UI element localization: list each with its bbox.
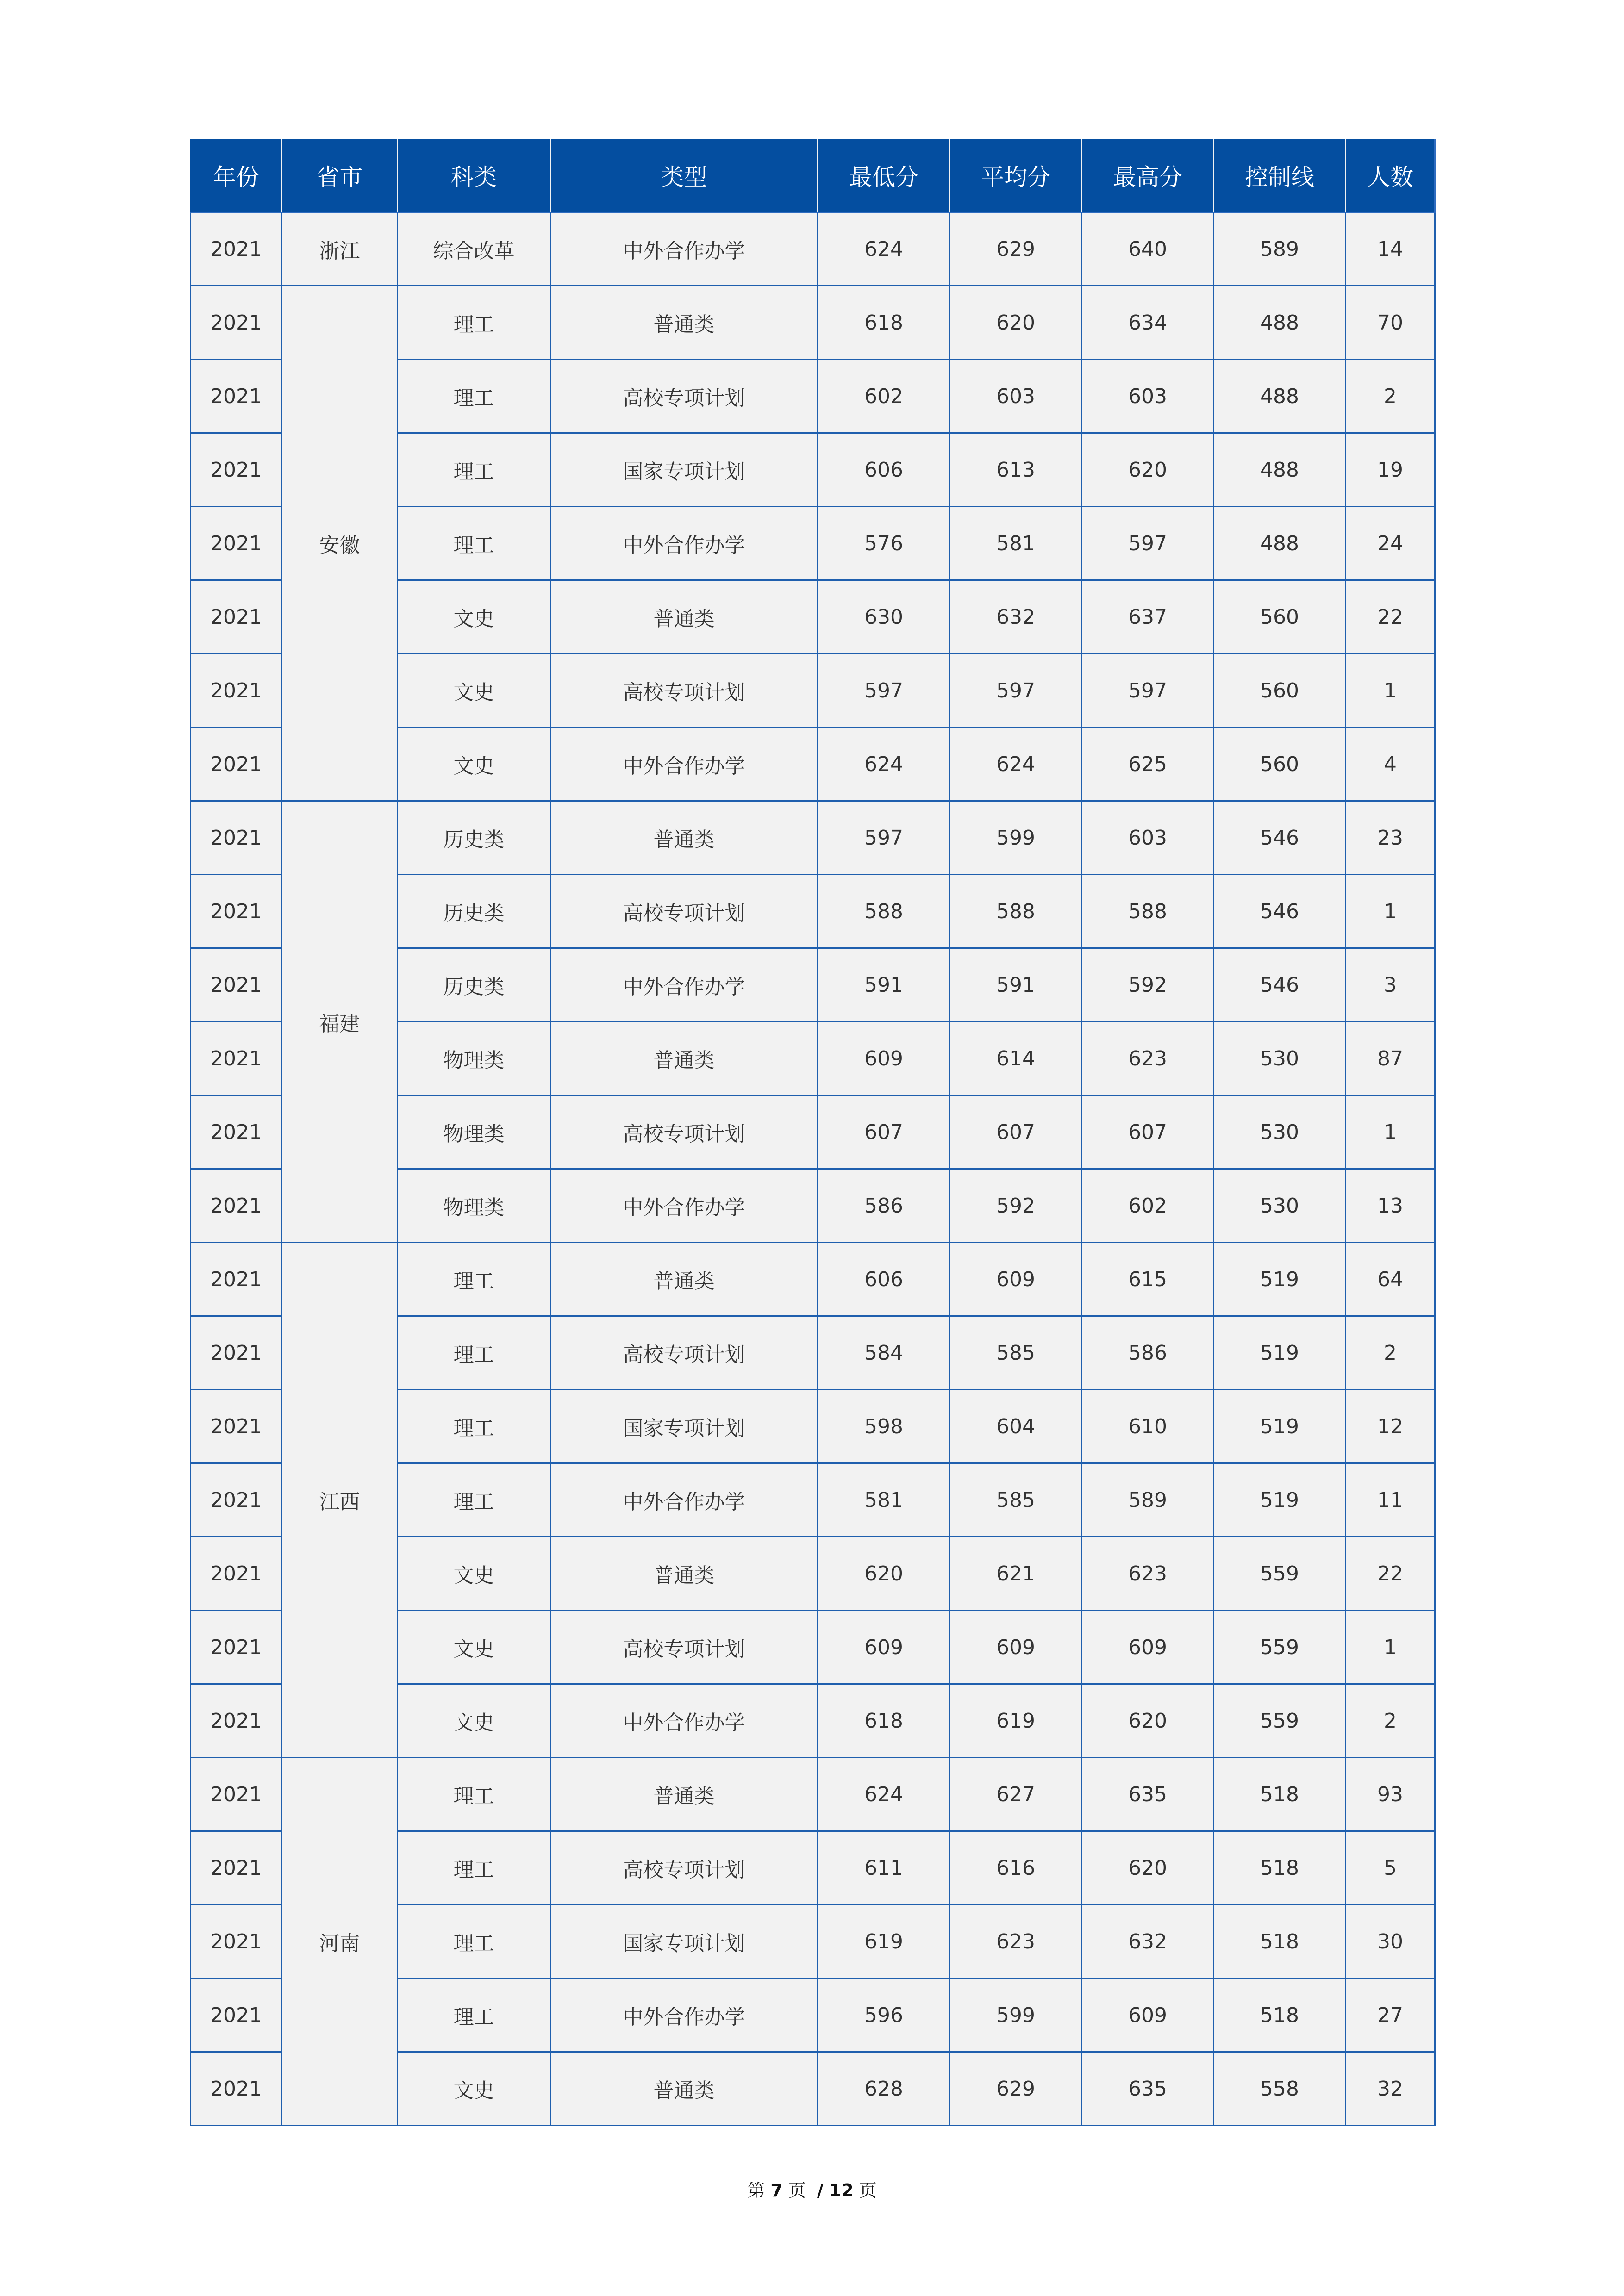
header-type: 类型	[550, 139, 818, 212]
cell-year: 2021	[191, 654, 282, 728]
cell-count: 12	[1346, 1390, 1435, 1463]
cell-control-line: 589	[1214, 212, 1346, 286]
cell-avg-score: 613	[950, 433, 1082, 507]
cell-count: 5	[1346, 1831, 1435, 1905]
cell-min-score: 606	[818, 1243, 950, 1316]
cell-max-score: 623	[1082, 1022, 1214, 1095]
cell-subject: 物理类	[398, 1095, 550, 1169]
cell-avg-score: 592	[950, 1169, 1082, 1243]
total-pages-number: 12	[829, 2180, 854, 2201]
cell-count: 11	[1346, 1463, 1435, 1537]
cell-subject: 文史	[398, 580, 550, 654]
cell-subject: 理工	[398, 1979, 550, 2052]
cell-type: 国家专项计划	[550, 1905, 818, 1979]
cell-max-score: 602	[1082, 1169, 1214, 1243]
cell-count: 13	[1346, 1169, 1435, 1243]
cell-year: 2021	[191, 1169, 282, 1243]
cell-control-line: 488	[1214, 507, 1346, 580]
header-control-line: 控制线	[1214, 139, 1346, 212]
cell-avg-score: 585	[950, 1316, 1082, 1390]
cell-max-score: 625	[1082, 728, 1214, 801]
cell-year: 2021	[191, 1243, 282, 1316]
cell-type: 中外合作办学	[550, 1463, 818, 1537]
cell-control-line: 488	[1214, 433, 1346, 507]
cell-type: 普通类	[550, 1537, 818, 1611]
cell-max-score: 609	[1082, 1611, 1214, 1684]
cell-count: 30	[1346, 1905, 1435, 1979]
cell-control-line: 560	[1214, 728, 1346, 801]
cell-max-score: 623	[1082, 1537, 1214, 1611]
cell-control-line: 519	[1214, 1463, 1346, 1537]
cell-control-line: 518	[1214, 1905, 1346, 1979]
header-avg-score: 平均分	[950, 139, 1082, 212]
cell-control-line: 519	[1214, 1390, 1346, 1463]
cell-min-score: 624	[818, 728, 950, 801]
cell-min-score: 606	[818, 433, 950, 507]
cell-min-score: 609	[818, 1611, 950, 1684]
cell-type: 中外合作办学	[550, 1684, 818, 1758]
cell-count: 4	[1346, 728, 1435, 801]
cell-year: 2021	[191, 2052, 282, 2126]
cell-max-score: 640	[1082, 212, 1214, 286]
cell-count: 1	[1346, 1611, 1435, 1684]
cell-control-line: 519	[1214, 1243, 1346, 1316]
cell-max-score: 603	[1082, 360, 1214, 433]
cell-avg-score: 619	[950, 1684, 1082, 1758]
cell-count: 87	[1346, 1022, 1435, 1095]
cell-avg-score: 614	[950, 1022, 1082, 1095]
cell-type: 高校专项计划	[550, 1831, 818, 1905]
cell-avg-score: 604	[950, 1390, 1082, 1463]
cell-max-score: 597	[1082, 507, 1214, 580]
cell-year: 2021	[191, 1758, 282, 1831]
cell-type: 高校专项计划	[550, 654, 818, 728]
cell-type: 高校专项计划	[550, 1095, 818, 1169]
cell-year: 2021	[191, 1611, 282, 1684]
cell-avg-score: 581	[950, 507, 1082, 580]
cell-subject: 历史类	[398, 875, 550, 948]
footer-prefix: 第	[747, 2180, 765, 2201]
table-row	[191, 801, 1435, 875]
cell-control-line: 559	[1214, 1611, 1346, 1684]
cell-avg-score: 616	[950, 1831, 1082, 1905]
cell-year: 2021	[191, 1095, 282, 1169]
page-footer	[0, 2176, 1624, 2202]
cell-count: 93	[1346, 1758, 1435, 1831]
header-year: 年份	[191, 139, 282, 212]
cell-subject: 理工	[398, 1243, 550, 1316]
cell-type: 普通类	[550, 580, 818, 654]
cell-type: 普通类	[550, 1022, 818, 1095]
cell-year: 2021	[191, 728, 282, 801]
cell-control-line: 518	[1214, 1831, 1346, 1905]
cell-type: 高校专项计划	[550, 360, 818, 433]
cell-control-line: 546	[1214, 875, 1346, 948]
cell-subject: 理工	[398, 286, 550, 360]
cell-min-score: 607	[818, 1095, 950, 1169]
table-row	[191, 286, 1435, 360]
cell-year: 2021	[191, 1022, 282, 1095]
cell-type: 中外合作办学	[550, 1979, 818, 2052]
cell-year: 2021	[191, 360, 282, 433]
cell-max-score: 634	[1082, 286, 1214, 360]
cell-year: 2021	[191, 1537, 282, 1611]
cell-subject: 文史	[398, 654, 550, 728]
cell-min-score: 586	[818, 1169, 950, 1243]
cell-type: 高校专项计划	[550, 1611, 818, 1684]
cell-max-score: 635	[1082, 1758, 1214, 1831]
cell-type: 国家专项计划	[550, 1390, 818, 1463]
cell-max-score: 589	[1082, 1463, 1214, 1537]
cell-subject: 理工	[398, 1831, 550, 1905]
cell-max-score: 637	[1082, 580, 1214, 654]
cell-avg-score: 627	[950, 1758, 1082, 1831]
cell-min-score: 628	[818, 2052, 950, 2126]
cell-type: 中外合作办学	[550, 507, 818, 580]
cell-year: 2021	[191, 286, 282, 360]
cell-year: 2021	[191, 1463, 282, 1537]
cell-type: 普通类	[550, 2052, 818, 2126]
cell-year: 2021	[191, 875, 282, 948]
cell-count: 19	[1346, 433, 1435, 507]
cell-province: 河南	[282, 1758, 398, 2126]
cell-avg-score: 623	[950, 1905, 1082, 1979]
cell-subject: 物理类	[398, 1169, 550, 1243]
cell-min-score: 596	[818, 1979, 950, 2052]
cell-control-line: 519	[1214, 1316, 1346, 1390]
cell-count: 64	[1346, 1243, 1435, 1316]
cell-year: 2021	[191, 1316, 282, 1390]
cell-count: 2	[1346, 1316, 1435, 1390]
cell-avg-score: 585	[950, 1463, 1082, 1537]
cell-subject: 理工	[398, 1758, 550, 1831]
cell-min-score: 591	[818, 948, 950, 1022]
footer-page-word: 页	[788, 2180, 806, 2201]
cell-subject: 综合改革	[398, 212, 550, 286]
cell-min-score: 618	[818, 1684, 950, 1758]
cell-control-line: 518	[1214, 1979, 1346, 2052]
cell-control-line: 546	[1214, 948, 1346, 1022]
cell-year: 2021	[191, 1905, 282, 1979]
cell-max-score: 592	[1082, 948, 1214, 1022]
cell-type: 普通类	[550, 1758, 818, 1831]
footer-separator: /	[817, 2180, 824, 2201]
cell-max-score: 603	[1082, 801, 1214, 875]
cell-max-score: 620	[1082, 1831, 1214, 1905]
cell-min-score: 618	[818, 286, 950, 360]
cell-year: 2021	[191, 212, 282, 286]
cell-max-score: 620	[1082, 433, 1214, 507]
cell-min-score: 624	[818, 1758, 950, 1831]
cell-type: 高校专项计划	[550, 1316, 818, 1390]
cell-count: 22	[1346, 580, 1435, 654]
cell-control-line: 560	[1214, 580, 1346, 654]
cell-subject: 理工	[398, 1390, 550, 1463]
cell-control-line: 530	[1214, 1095, 1346, 1169]
cell-year: 2021	[191, 1831, 282, 1905]
cell-subject: 理工	[398, 507, 550, 580]
cell-subject: 文史	[398, 1684, 550, 1758]
cell-max-score: 635	[1082, 2052, 1214, 2126]
cell-year: 2021	[191, 801, 282, 875]
cell-avg-score: 599	[950, 1979, 1082, 2052]
table-header-row	[191, 139, 1435, 212]
cell-count: 24	[1346, 507, 1435, 580]
cell-type: 普通类	[550, 1243, 818, 1316]
table-row	[191, 212, 1435, 286]
cell-avg-score: 620	[950, 286, 1082, 360]
cell-province: 江西	[282, 1243, 398, 1758]
cell-avg-score: 624	[950, 728, 1082, 801]
cell-max-score: 586	[1082, 1316, 1214, 1390]
cell-year: 2021	[191, 1979, 282, 2052]
cell-avg-score: 609	[950, 1243, 1082, 1316]
cell-type: 普通类	[550, 801, 818, 875]
footer-suffix: 页	[859, 2180, 877, 2201]
cell-avg-score: 632	[950, 580, 1082, 654]
cell-count: 1	[1346, 654, 1435, 728]
cell-min-score: 588	[818, 875, 950, 948]
cell-type: 高校专项计划	[550, 875, 818, 948]
cell-province: 安徽	[282, 286, 398, 801]
cell-type: 中外合作办学	[550, 212, 818, 286]
cell-avg-score: 629	[950, 2052, 1082, 2126]
cell-max-score: 620	[1082, 1684, 1214, 1758]
cell-min-score: 609	[818, 1022, 950, 1095]
cell-year: 2021	[191, 1684, 282, 1758]
header-subject: 科类	[398, 139, 550, 212]
cell-max-score: 607	[1082, 1095, 1214, 1169]
cell-control-line: 488	[1214, 286, 1346, 360]
cell-avg-score: 621	[950, 1537, 1082, 1611]
cell-min-score: 597	[818, 654, 950, 728]
cell-count: 2	[1346, 360, 1435, 433]
cell-province: 福建	[282, 801, 398, 1243]
cell-min-score: 630	[818, 580, 950, 654]
cell-min-score: 620	[818, 1537, 950, 1611]
cell-min-score: 602	[818, 360, 950, 433]
cell-subject: 物理类	[398, 1022, 550, 1095]
cell-avg-score: 588	[950, 875, 1082, 948]
table-row	[191, 1758, 1435, 1831]
cell-avg-score: 599	[950, 801, 1082, 875]
cell-control-line: 518	[1214, 1758, 1346, 1831]
cell-count: 27	[1346, 1979, 1435, 2052]
cell-subject: 理工	[398, 1316, 550, 1390]
cell-subject: 理工	[398, 1463, 550, 1537]
current-page-number: 7	[770, 2180, 783, 2201]
cell-count: 14	[1346, 212, 1435, 286]
cell-max-score: 632	[1082, 1905, 1214, 1979]
cell-province: 浙江	[282, 212, 398, 286]
cell-avg-score: 629	[950, 212, 1082, 286]
cell-subject: 文史	[398, 1611, 550, 1684]
cell-count: 1	[1346, 875, 1435, 948]
cell-subject: 理工	[398, 360, 550, 433]
admission-scores-table	[190, 139, 1436, 2126]
cell-min-score: 597	[818, 801, 950, 875]
cell-subject: 文史	[398, 2052, 550, 2126]
cell-min-score: 598	[818, 1390, 950, 1463]
cell-type: 中外合作办学	[550, 1169, 818, 1243]
cell-count: 2	[1346, 1684, 1435, 1758]
cell-type: 中外合作办学	[550, 948, 818, 1022]
cell-avg-score: 607	[950, 1095, 1082, 1169]
cell-min-score: 611	[818, 1831, 950, 1905]
cell-subject: 文史	[398, 1537, 550, 1611]
table-row	[191, 1243, 1435, 1316]
cell-avg-score: 609	[950, 1611, 1082, 1684]
cell-count: 1	[1346, 1095, 1435, 1169]
cell-type: 中外合作办学	[550, 728, 818, 801]
cell-control-line: 488	[1214, 360, 1346, 433]
header-count: 人数	[1346, 139, 1435, 212]
header-min-score: 最低分	[818, 139, 950, 212]
cell-count: 23	[1346, 801, 1435, 875]
cell-max-score: 588	[1082, 875, 1214, 948]
cell-avg-score: 597	[950, 654, 1082, 728]
cell-subject: 理工	[398, 1905, 550, 1979]
cell-year: 2021	[191, 580, 282, 654]
cell-type: 国家专项计划	[550, 433, 818, 507]
cell-control-line: 530	[1214, 1169, 1346, 1243]
cell-control-line: 559	[1214, 1537, 1346, 1611]
cell-count: 3	[1346, 948, 1435, 1022]
cell-subject: 历史类	[398, 801, 550, 875]
cell-year: 2021	[191, 1390, 282, 1463]
cell-year: 2021	[191, 948, 282, 1022]
cell-count: 70	[1346, 286, 1435, 360]
cell-avg-score: 591	[950, 948, 1082, 1022]
cell-min-score: 624	[818, 212, 950, 286]
cell-count: 32	[1346, 2052, 1435, 2126]
cell-control-line: 546	[1214, 801, 1346, 875]
cell-control-line: 560	[1214, 654, 1346, 728]
header-max-score: 最高分	[1082, 139, 1214, 212]
cell-subject: 历史类	[398, 948, 550, 1022]
cell-type: 普通类	[550, 286, 818, 360]
cell-min-score: 584	[818, 1316, 950, 1390]
cell-min-score: 576	[818, 507, 950, 580]
table-body	[191, 212, 1435, 2126]
cell-min-score: 581	[818, 1463, 950, 1537]
cell-year: 2021	[191, 507, 282, 580]
cell-control-line: 530	[1214, 1022, 1346, 1095]
cell-control-line: 558	[1214, 2052, 1346, 2126]
cell-max-score: 610	[1082, 1390, 1214, 1463]
cell-subject: 理工	[398, 433, 550, 507]
cell-max-score: 609	[1082, 1979, 1214, 2052]
cell-control-line: 559	[1214, 1684, 1346, 1758]
cell-min-score: 619	[818, 1905, 950, 1979]
cell-subject: 文史	[398, 728, 550, 801]
header-province: 省市	[282, 139, 398, 212]
cell-year: 2021	[191, 433, 282, 507]
cell-max-score: 615	[1082, 1243, 1214, 1316]
cell-avg-score: 603	[950, 360, 1082, 433]
cell-count: 22	[1346, 1537, 1435, 1611]
cell-max-score: 597	[1082, 654, 1214, 728]
